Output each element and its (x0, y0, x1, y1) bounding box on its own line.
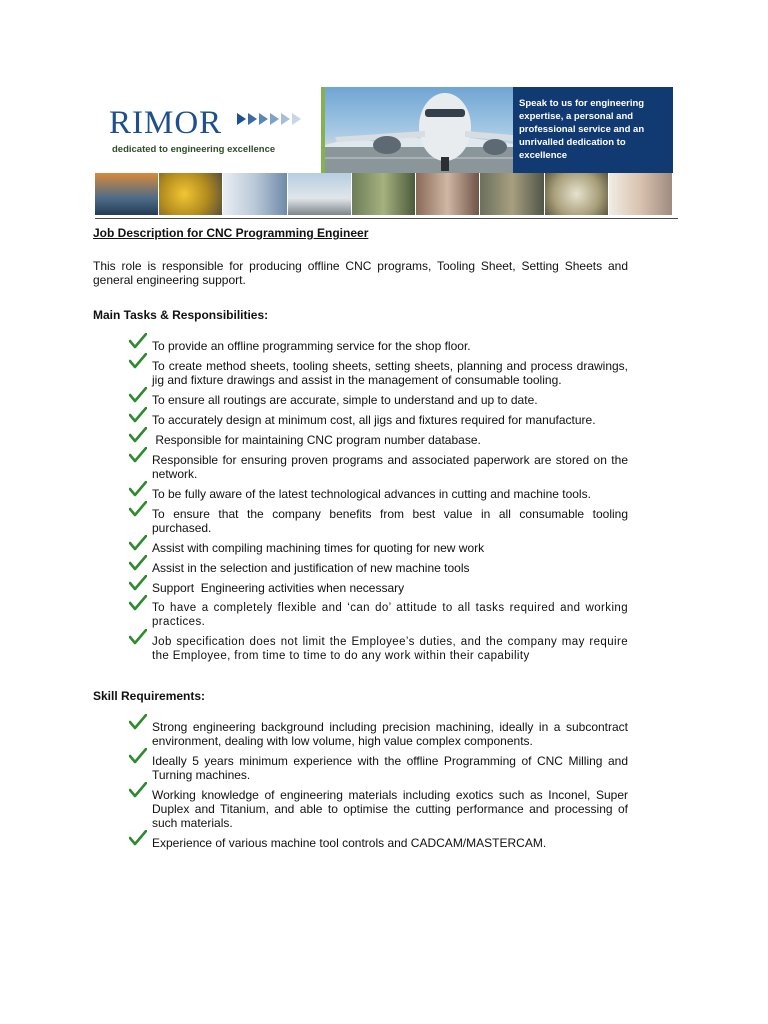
machinery-photo (352, 173, 416, 215)
task-text: To create method sheets, tooling sheets, setting sheets, planning and process drawings, jig and fixture drawings and assist in the management of consumable tooling. (152, 359, 628, 387)
task-text: Job specification does not limit the Employee’s duties, and the company may require the Employee, from time to time to do any work within their capability (152, 636, 628, 662)
list-item (129, 754, 628, 782)
list-item (129, 561, 628, 575)
task-text: Responsible for maintaining CNC program number database. (152, 433, 481, 447)
checkmark-icon (129, 333, 147, 349)
logo-arrows-icon (237, 111, 303, 127)
task-text: To accurately design at minimum cost, all jigs and fixtures required for manufacture. (152, 413, 596, 427)
components-photo (545, 173, 609, 215)
checkmark-icon (129, 575, 147, 591)
document-title: Job Description for CNC Programming Engineer (93, 226, 369, 240)
checkmark-icon (129, 427, 147, 443)
company-banner (95, 87, 673, 215)
list-item (129, 487, 628, 501)
list-item (129, 453, 628, 481)
skill-text: Strong engineering background including precision machining, ideally in a subcontract environment, dealing with low volume, high value complex components. (152, 720, 628, 748)
list-item (129, 393, 628, 407)
checkmark-icon (129, 830, 147, 846)
skill-text: Ideally 5 years minimum experience with the offline Programming of CNC Milling and Turning machines. (152, 754, 628, 782)
logo-tagline: dedicated to engineering excellence (112, 144, 276, 155)
list-item (129, 413, 628, 427)
list-item (129, 581, 628, 595)
laboratory-photo (223, 173, 287, 215)
checkmark-icon (129, 447, 147, 463)
photo-strip (95, 173, 673, 215)
job-description (93, 226, 628, 856)
task-text: Assist with compiling machining times for quoting for new work (152, 541, 485, 555)
callout-box (513, 87, 673, 173)
task-text: To be fully aware of the latest technological advances in cutting and machine tools. (152, 487, 591, 501)
task-text: Support Engineering activities when necessary (152, 581, 405, 595)
list-item (129, 788, 628, 830)
list-item (129, 836, 628, 850)
task-text: To ensure that the company benefits from best value in all consumable tooling purchased. (152, 507, 628, 535)
company-logo: RIMOR (109, 105, 223, 141)
checkmark-icon (129, 748, 147, 764)
list-item (129, 720, 628, 748)
checkmark-icon (129, 595, 147, 611)
callout-text: Speak to us for engineering expertise, a personal and professional service and an unrivalled dedication to excellence (519, 98, 645, 161)
machined-parts-photo (159, 173, 223, 215)
list-item (129, 541, 628, 555)
task-text: To have a completely flexible and ‘can do’ attitude to all tasks required and working practices. (152, 602, 628, 628)
skill-text: Working knowledge of engineering materials including exotics such as Inconel, Super Duplex and Titanium, and able to optimise the cutting performance and processing of such materials. (152, 788, 628, 830)
checkmark-icon (129, 481, 147, 497)
checkmark-icon (129, 353, 147, 369)
tasks-heading: Main Tasks & Responsibilities: (93, 308, 269, 322)
aircraft-photo (288, 173, 352, 215)
scientist-photo (609, 173, 673, 215)
checkmark-icon (129, 714, 147, 730)
list-item (129, 507, 628, 535)
logo-area (95, 87, 323, 173)
workshop-photo (480, 173, 544, 215)
task-text: To provide an offline programming service for the shop floor. (152, 339, 471, 353)
checkmark-icon (129, 782, 147, 798)
task-text: To ensure all routings are accurate, simple to understand and up to date. (152, 393, 538, 407)
checkmark-icon (129, 501, 147, 517)
header-rule (95, 218, 678, 219)
skills-heading: Skill Requirements: (93, 689, 206, 703)
list-item (129, 601, 628, 629)
list-item (129, 359, 628, 387)
checkmark-icon (129, 407, 147, 423)
checkmark-icon (129, 387, 147, 403)
task-text: Responsible for ensuring proven programs and associated paperwork are stored on the network. (152, 453, 628, 481)
tasks-list (129, 339, 628, 663)
task-text: Assist in the selection and justification of new machine tools (152, 561, 470, 575)
skills-list (129, 720, 628, 850)
checkmark-icon (129, 629, 147, 645)
oil-rig-photo (95, 173, 159, 215)
skill-text: Experience of various machine tool controls and CADCAM/MASTERCAM. (152, 836, 547, 850)
checkmark-icon (129, 555, 147, 571)
list-item (129, 339, 628, 353)
list-item (129, 635, 628, 663)
list-item (129, 433, 628, 447)
checkmark-icon (129, 535, 147, 551)
airplane-photo (325, 87, 513, 173)
engineer-photo (416, 173, 480, 215)
intro-paragraph: This role is responsible for producing offline CNC programs, Tooling Sheet, Setting Sheets and general engineering support. (93, 259, 628, 287)
